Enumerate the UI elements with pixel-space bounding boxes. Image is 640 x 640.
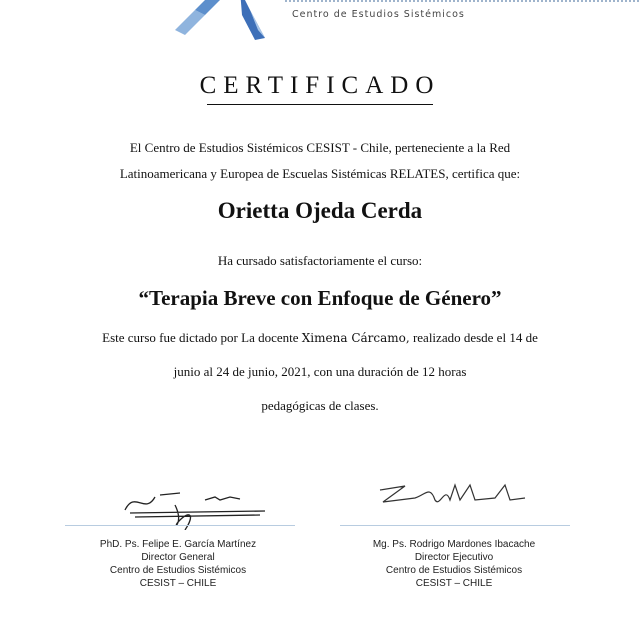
intro-line-1: El Centro de Estudios Sistémicos CESIST - Chile, perteneciente a la Red [129, 140, 511, 155]
completed-text: Ha cursado satisfactoriamente el curso: [217, 253, 423, 268]
signature-2 [375, 480, 535, 515]
org-name: Centro de Estudios Sistémicos [292, 9, 465, 20]
details-line-2: junio al 24 de junio, 2021, con una duración de 12 horas [173, 364, 467, 379]
signatory-name: PhD. Ps. Felipe E. García Martínez [99, 539, 257, 550]
signatory-org-short: CESIST – CHILE [139, 578, 217, 589]
details-text: realizado desde el 14 de [409, 330, 538, 345]
intro-line-2: Latinoamericana y Europea de Escuelas Sistémicas RELATES, certifica que: [119, 166, 521, 181]
signature-1 [115, 485, 275, 530]
signatory-1 [58, 538, 298, 590]
cesist-logo [170, 0, 280, 40]
signatory-org: Centro de Estudios Sistémicos [385, 565, 523, 576]
details-line-3: pedagógicas de clases. [261, 398, 379, 413]
details-text: Este curso fue dictado por La docente [102, 330, 302, 345]
recipient-name: Orietta Ojeda Cerda [217, 198, 423, 223]
certificate-title: CERTIFICADO [199, 72, 441, 99]
details-line-1 [0, 321, 640, 355]
intro-text [0, 135, 640, 187]
signatory-org: Centro de Estudios Sistémicos [109, 565, 247, 576]
signatory-org-short: CESIST – CHILE [415, 578, 493, 589]
signature-line-1 [65, 525, 295, 526]
title-underline [207, 104, 433, 105]
course-title: “Terapia Breve con Enfoque de Género” [138, 286, 502, 310]
teacher-name: Ximena Cárcamo, [301, 331, 410, 345]
signatory-role: Director General [141, 552, 215, 563]
header-dotted-rule [285, 0, 640, 2]
signature-line-2 [340, 525, 570, 526]
course-details [0, 321, 640, 423]
signatory-name: Mg. Ps. Rodrigo Mardones Ibacache [372, 539, 536, 550]
signatory-2 [334, 538, 574, 590]
signatory-role: Director Ejecutivo [414, 552, 494, 563]
